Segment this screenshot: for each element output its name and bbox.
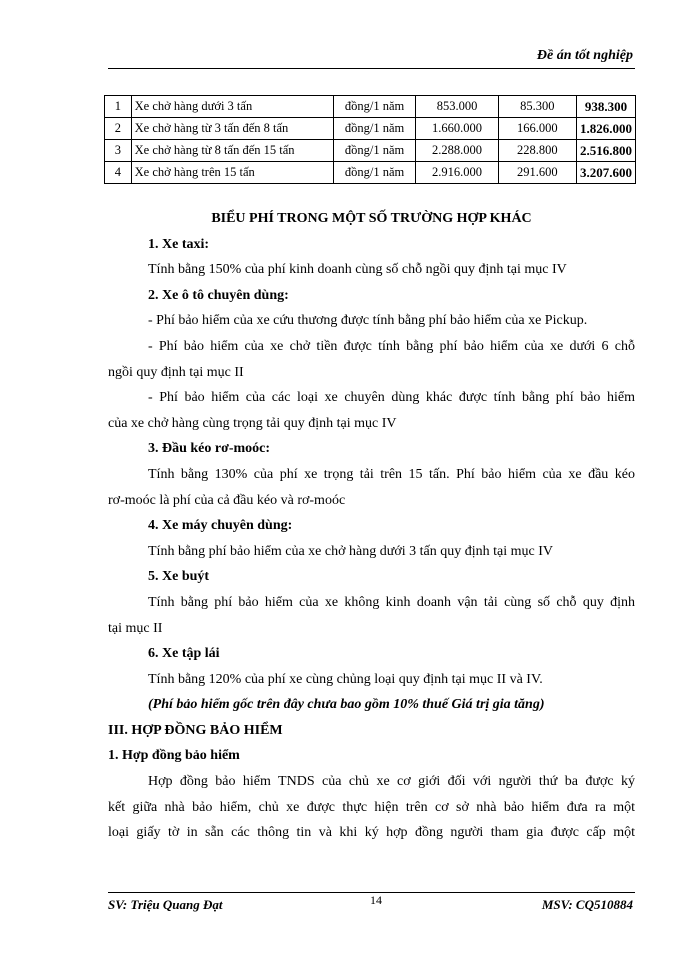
vat-amount: 291.600 [498, 162, 576, 184]
vat-note: (Phí bảo hiểm gốc trên đây chưa bao gồm 10% thuế Giá trị gia tăng) [148, 697, 545, 713]
total-fee: 938.300 [577, 96, 636, 118]
special-machine-title: 4. Xe máy chuyên dùng: [148, 518, 293, 534]
special-machine-text: Tính bằng phí bảo hiểm của xe chở hàng dưới 3 tấn quy định tại mục IV [148, 543, 553, 559]
ambulance-text: - Phí bảo hiểm của xe cứu thương được tính bằng phí bảo hiểm của xe Pickup. [148, 313, 588, 329]
table-row [105, 162, 636, 184]
table-row [105, 96, 636, 118]
student-id: MSV: CQ510884 [541, 897, 633, 912]
contract-paragraph-line1: Hợp đồng bảo hiểm TNDS của chủ xe cơ giới đối với người thứ ba được ký [148, 774, 635, 790]
fee-table [104, 95, 636, 184]
driving-school-title: 6. Xe tập lái [148, 646, 220, 662]
contract-subsection-title: 1. Hợp đồng bảo hiểm [108, 748, 240, 764]
unit: đồng/1 năm [333, 96, 416, 118]
vehicle-type: Xe chở hàng từ 3 tấn đến 8 tấn [131, 118, 333, 140]
cash-vehicle-text-line2: ngồi quy định tại mục II [108, 364, 244, 380]
row-number: 1 [105, 96, 132, 118]
unit: đồng/1 năm [333, 118, 416, 140]
cash-vehicle-text-line1: - Phí bảo hiểm của xe chở tiền được tính bằng phí bảo hiểm của xe dưới 6 chỗ [148, 338, 635, 354]
row-number: 2 [105, 118, 132, 140]
page-number: 14 [370, 893, 382, 907]
bus-text-line1: Tính bằng phí bảo hiểm của xe không kinh doanh vận tải cùng số chỗ quy định [148, 594, 635, 610]
total-fee: 3.207.600 [577, 162, 636, 184]
header-title: Đề án tốt nghiệp [536, 48, 633, 63]
contract-paragraph-line3: loại giấy tờ in sẵn các thông tin và khi ký hợp đồng người tham gia được cấp một [108, 825, 635, 841]
tractor-text-line1: Tính bằng 130% của phí xe trọng tải trên 15 tấn. Phí bảo hiểm của xe đầu kéo [148, 466, 635, 482]
bus-title: 5. Xe buýt [148, 569, 210, 585]
unit: đồng/1 năm [333, 140, 416, 162]
base-fee: 853.000 [416, 96, 498, 118]
contract-section-title: III. HỢP ĐỒNG BẢO HIỂM [108, 722, 283, 738]
student-name: SV: Triệu Quang Đạt [108, 897, 223, 912]
taxi-text: Tính bằng 150% của phí kinh doanh cùng số chỗ ngồi quy định tại mục IV [148, 262, 567, 278]
unit: đồng/1 năm [333, 162, 416, 184]
vat-amount: 85.300 [498, 96, 576, 118]
tractor-text-line2: rơ-moóc là phí của cả đầu kéo và rơ-moóc [108, 492, 346, 508]
other-special-text-line1: - Phí bảo hiểm của các loại xe chuyên dùng khác được tính bằng phí bảo hiểm [148, 390, 635, 406]
vehicle-type: Xe chở hàng từ 8 tấn đến 15 tấn [131, 140, 333, 162]
vat-amount: 228.800 [498, 140, 576, 162]
page-footer [108, 892, 635, 915]
taxi-title: 1. Xe taxi: [148, 236, 210, 252]
other-special-text-line2: của xe chở hàng cùng trọng tải quy định tại mục IV [108, 415, 397, 431]
row-number: 3 [105, 140, 132, 162]
document-body [108, 206, 635, 846]
total-fee: 1.826.000 [577, 118, 636, 140]
special-vehicle-title: 2. Xe ô tô chuyên dùng: [148, 287, 289, 303]
tractor-title: 3. Đầu kéo rơ-moóc: [148, 441, 271, 457]
vehicle-type: Xe chở hàng trên 15 tấn [131, 162, 333, 184]
contract-paragraph-line2: kết giữa nhà bảo hiểm, chủ xe được thực hiện trên cơ sở nhà bảo hiểm đưa ra một [108, 799, 635, 815]
page-header [108, 48, 635, 69]
section-heading: BIỂU PHÍ TRONG MỘT SỐ TRƯỜNG HỢP KHÁC [211, 211, 532, 226]
total-fee: 2.516.800 [577, 140, 636, 162]
vat-amount: 166.000 [498, 118, 576, 140]
table-row [105, 118, 636, 140]
row-number: 4 [105, 162, 132, 184]
vehicle-type: Xe chở hàng dưới 3 tấn [131, 96, 333, 118]
table-row [105, 140, 636, 162]
base-fee: 2.288.000 [416, 140, 498, 162]
bus-text-line2: tại mục II [108, 620, 163, 636]
base-fee: 1.660.000 [416, 118, 498, 140]
driving-school-text: Tính bằng 120% của phí xe cùng chủng loại quy định tại mục II và IV. [148, 671, 543, 687]
base-fee: 2.916.000 [416, 162, 498, 184]
